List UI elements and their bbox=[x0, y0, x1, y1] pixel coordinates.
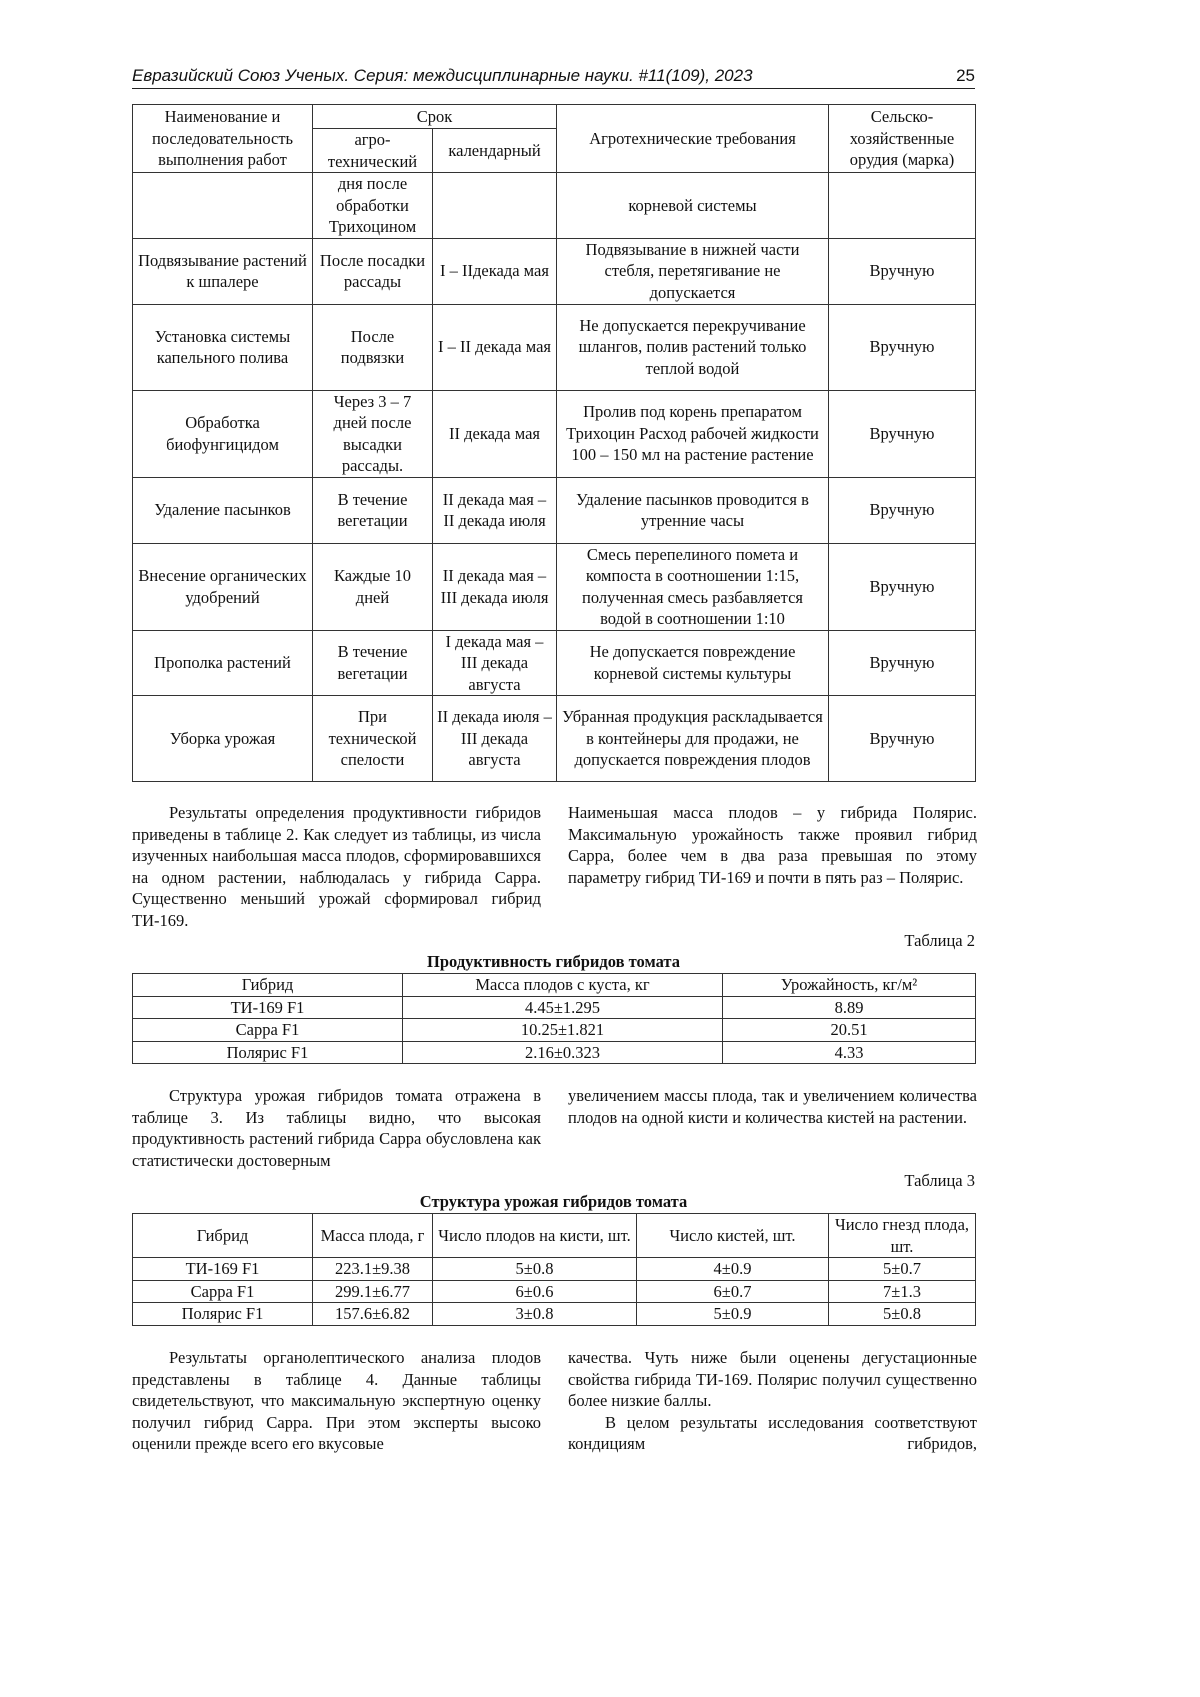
table-cell: Гибрид bbox=[133, 1214, 313, 1258]
table-cell: При технической спелости bbox=[313, 696, 433, 782]
table-cell: I декада мая – III декада августа bbox=[433, 630, 557, 696]
table-cell: После посадки рассады bbox=[313, 238, 433, 304]
table-cell: Вручную bbox=[829, 238, 976, 304]
table-cell: 4±0.9 bbox=[637, 1258, 829, 1281]
table-row bbox=[133, 630, 976, 696]
table-2-title: Продуктивность гибридов томата bbox=[132, 952, 975, 972]
table-cell: II декада мая – III декада июля bbox=[433, 543, 557, 630]
paragraph-3-left: Результаты органолептического анализа плодов представлены в таблице 4. Данные таблицы свидетельствуют, что максимальную экспертную оценку получил гибрид Сарра. При этом эксперты высоко оценили прежде всего его вкусовые bbox=[132, 1347, 541, 1455]
header-name: Наименование и последовательность выполнения работ bbox=[133, 105, 313, 173]
table-2-number: Таблица 2 bbox=[904, 931, 975, 951]
table-cell: Убранная продукция раскладывается в контейнеры для продажи, не допускается повреждения плодов bbox=[557, 696, 829, 782]
table-cell: Уборка урожая bbox=[133, 696, 313, 782]
table-cell: 157.6±6.82 bbox=[313, 1303, 433, 1326]
table-row bbox=[133, 1303, 976, 1326]
table-cell: Вручную bbox=[829, 630, 976, 696]
table-cell: Прополка растений bbox=[133, 630, 313, 696]
table-cell: 6±0.6 bbox=[433, 1280, 637, 1303]
table-cell bbox=[133, 173, 313, 239]
table-cell: 20.51 bbox=[723, 1019, 976, 1042]
paragraph-1-right: Наименьшая масса плодов – у гибрида Полярис. Максимальную урожайность также проявил гибрид Сарра, более чем в два раза превышая по этому параметру гибрид ТИ-169 и почти в пять раз – Полярис. bbox=[568, 802, 977, 888]
table-row bbox=[133, 390, 976, 477]
table-row bbox=[133, 173, 976, 239]
table-cell: В течение вегетации bbox=[313, 477, 433, 543]
table-cell: 4.33 bbox=[723, 1041, 976, 1064]
table-cell: Число гнезд плода, шт. bbox=[829, 1214, 976, 1258]
table-cell bbox=[433, 173, 557, 239]
table-cell: После подвязки bbox=[313, 304, 433, 390]
table-row bbox=[133, 696, 976, 782]
table-cell: Удаление пасынков проводится в утренние часы bbox=[557, 477, 829, 543]
table-cell: 8.89 bbox=[723, 996, 976, 1019]
table-cell: II декада мая bbox=[433, 390, 557, 477]
table-cell: Сарра F1 bbox=[133, 1280, 313, 1303]
table-cell: дня после обработки Трихоцином bbox=[313, 173, 433, 239]
yield-structure-table bbox=[132, 1213, 976, 1326]
table-cell: Обработка биофунгицидом bbox=[133, 390, 313, 477]
table-cell: I – IIдекада мая bbox=[433, 238, 557, 304]
table-row bbox=[133, 477, 976, 543]
productivity-table bbox=[132, 973, 976, 1064]
table-cell: Гибрид bbox=[133, 974, 403, 997]
table-cell: Смесь перепелиного помета и компоста в соотношении 1:15, полученная смесь разбавляется водой в соотношении 1:10 bbox=[557, 543, 829, 630]
header-row bbox=[133, 974, 976, 997]
journal-title: Евразийский Союз Ученых. Серия: междисциплинарные науки. #11(109), 2023 bbox=[132, 66, 753, 85]
table-cell: Удаление пасынков bbox=[133, 477, 313, 543]
table-cell: 5±0.9 bbox=[637, 1303, 829, 1326]
table-cell: Через 3 – 7 дней после высадки рассады. bbox=[313, 390, 433, 477]
table-cell: 5±0.8 bbox=[829, 1303, 976, 1326]
table-cell: ТИ-169 F1 bbox=[133, 996, 403, 1019]
table-cell: Пролив под корень препаратом Трихоцин Расход рабочей жидкости 100 – 150 мл на растение растение bbox=[557, 390, 829, 477]
table-cell: Подвязывание растений к шпалере bbox=[133, 238, 313, 304]
table-cell: Число плодов на кисти, шт. bbox=[433, 1214, 637, 1258]
table-row bbox=[133, 1019, 976, 1042]
table-row bbox=[133, 238, 976, 304]
agrotech-table bbox=[132, 104, 976, 782]
table-cell: Полярис F1 bbox=[133, 1041, 403, 1064]
table-cell: ТИ-169 F1 bbox=[133, 1258, 313, 1281]
table-cell: II декада мая – II декада июля bbox=[433, 477, 557, 543]
table-row bbox=[133, 543, 976, 630]
table-cell: Подвязывание в нижней части стебля, перетягивание не допускается bbox=[557, 238, 829, 304]
table-cell: 4.45±1.295 bbox=[403, 996, 723, 1019]
table-cell: Не допускается повреждение корневой системы культуры bbox=[557, 630, 829, 696]
table-row bbox=[133, 304, 976, 390]
table-cell: I – II декада мая bbox=[433, 304, 557, 390]
header-calendar: календарный bbox=[433, 129, 557, 173]
header-requirements: Агротехнические требования bbox=[557, 105, 829, 173]
table-cell: корневой системы bbox=[557, 173, 829, 239]
table-row bbox=[133, 1280, 976, 1303]
paragraph-2-right: увеличением массы плода, так и увеличением количества плодов на одной кисти и количества кистей на растении. bbox=[568, 1085, 977, 1128]
table-row bbox=[133, 1041, 976, 1064]
table-cell: Каждые 10 дней bbox=[313, 543, 433, 630]
page-number: 25 bbox=[956, 66, 975, 86]
table-cell: 6±0.7 bbox=[637, 1280, 829, 1303]
table-cell: 7±1.3 bbox=[829, 1280, 976, 1303]
table-row bbox=[133, 1258, 976, 1281]
table-cell: Вручную bbox=[829, 304, 976, 390]
table-cell: 299.1±6.77 bbox=[313, 1280, 433, 1303]
table-3-number: Таблица 3 bbox=[904, 1171, 975, 1191]
table-cell: Масса плода, г bbox=[313, 1214, 433, 1258]
header-term: Срок bbox=[313, 105, 557, 129]
table-cell: Сарра F1 bbox=[133, 1019, 403, 1042]
table-cell: В течение вегетации bbox=[313, 630, 433, 696]
table-cell: 2.16±0.323 bbox=[403, 1041, 723, 1064]
table-cell: 223.1±9.38 bbox=[313, 1258, 433, 1281]
table-row bbox=[133, 996, 976, 1019]
table-cell: Вручную bbox=[829, 696, 976, 782]
header-tools: Сельско-хозяйственные орудия (марка) bbox=[829, 105, 976, 173]
running-header bbox=[132, 66, 975, 89]
table-cell: Вручную bbox=[829, 477, 976, 543]
table-cell: 5±0.8 bbox=[433, 1258, 637, 1281]
table-cell: Урожайность, кг/м² bbox=[723, 974, 976, 997]
paragraph-2-left: Структура урожая гибридов томата отражена в таблице 3. Из таблицы видно, что высокая продуктивность растений гибрида Сарра обусловлена как статистически достоверным bbox=[132, 1085, 541, 1171]
table-cell: Полярис F1 bbox=[133, 1303, 313, 1326]
table-cell: Установка системы капельного полива bbox=[133, 304, 313, 390]
table-cell: Внесение органических удобрений bbox=[133, 543, 313, 630]
paragraph-1-left: Результаты определения продуктивности гибридов приведены в таблице 2. Как следует из таблицы, из числа изученных наибольшая масса плодов, сформировавшихся на одном растении, наблюдалась у гибрида Сарра. Существенно меньший урожай сформировал гибрид ТИ-169. bbox=[132, 802, 541, 931]
table-cell: 10.25±1.821 bbox=[403, 1019, 723, 1042]
table-cell: Вручную bbox=[829, 390, 976, 477]
header-row bbox=[133, 1214, 976, 1258]
table-cell bbox=[829, 173, 976, 239]
paragraph-3-right: качества. Чуть ниже были оценены дегустационные свойства гибрида ТИ-169. Полярис получил существенно более низкие баллы. В целом результаты исследования соответствуют кондициям гибридов, bbox=[568, 1347, 977, 1455]
header-agro: агро-технический bbox=[313, 129, 433, 173]
table-cell: Не допускается перекручивание шлангов, полив растений только теплой водой bbox=[557, 304, 829, 390]
table-cell: Вручную bbox=[829, 543, 976, 630]
table-cell: Масса плодов с куста, кг bbox=[403, 974, 723, 997]
table-cell: II декада июля – III декада августа bbox=[433, 696, 557, 782]
table-cell: Число кистей, шт. bbox=[637, 1214, 829, 1258]
table-cell: 5±0.7 bbox=[829, 1258, 976, 1281]
table-3-title: Структура урожая гибридов томата bbox=[132, 1192, 975, 1212]
table-cell: 3±0.8 bbox=[433, 1303, 637, 1326]
